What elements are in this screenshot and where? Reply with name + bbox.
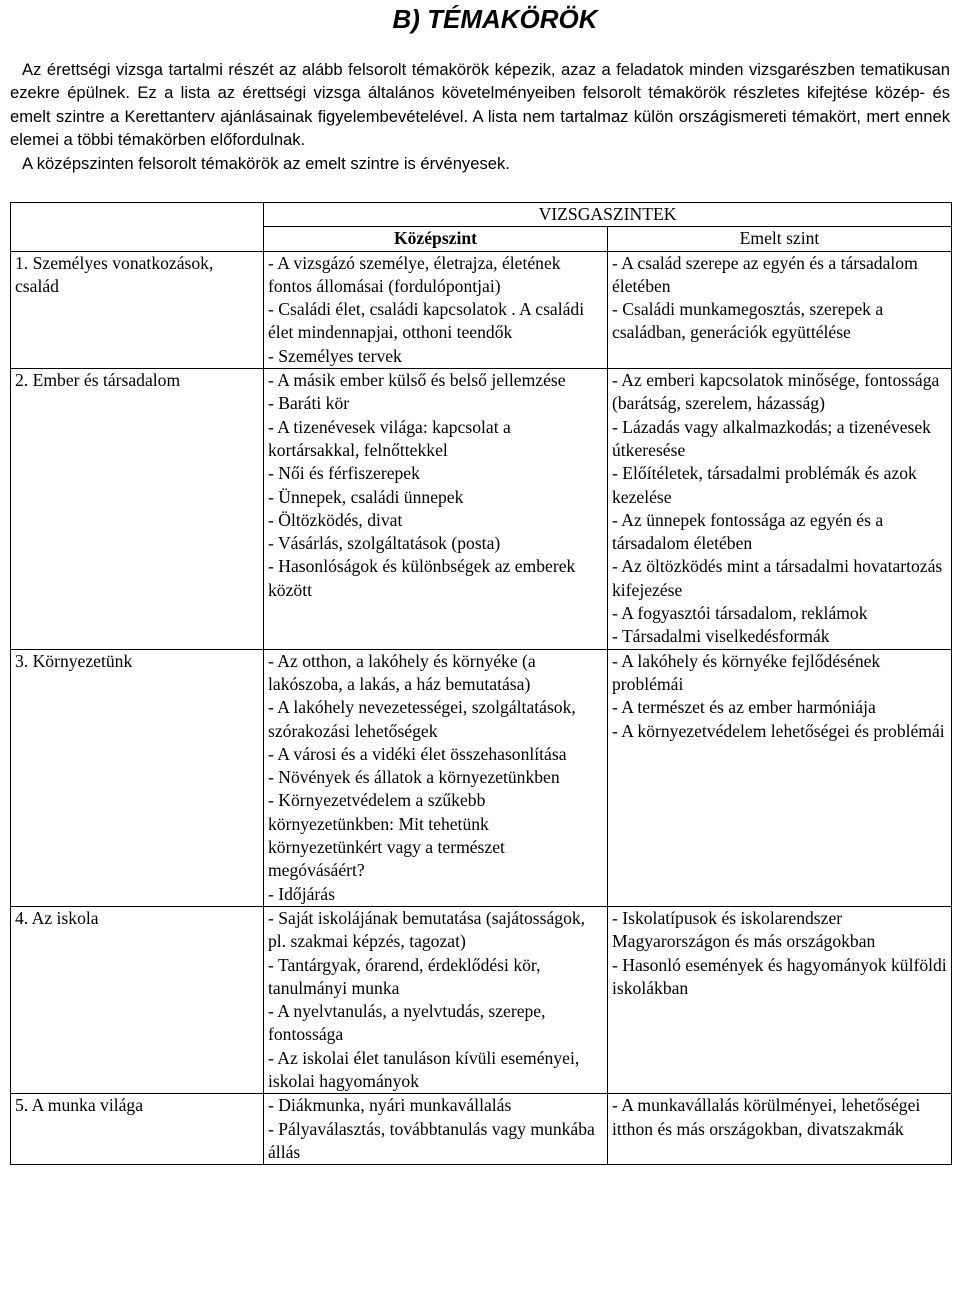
- kozepszint-item: - Tantárgyak, órarend, érdeklődési kör, tanulmányi munka: [268, 954, 541, 998]
- kozepszint-item: - A vizsgázó személye, életrajza, életének fontos állomásai (fordulópontjai): [268, 252, 561, 296]
- kozepszint-item: - Hasonlóságok és különbségek az emberek között: [268, 556, 576, 600]
- page-title: B) TÉMAKÖRÖK: [392, 4, 598, 34]
- kozepszint-item: - Az iskolai élet tanuláson kívüli eseményei, iskolai hagyományok: [268, 1047, 580, 1091]
- header-empty-cell: [11, 203, 264, 252]
- kozepszint-item: - Környezetvédelem a szűkebb környezetünkben: Mit tehetünk környezetünkért vagy a természet megóvásáért?: [268, 790, 505, 881]
- kozepszint-cell: [264, 251, 608, 368]
- kozepszint-item: - A lakóhely nevezetességei, szolgáltatások, szórakozási lehetőségek: [268, 697, 576, 741]
- emelt-szint-item: - Iskolatípusok és iskolarendszer Magyarországon és más országokban: [612, 907, 876, 952]
- topics-body: [11, 251, 952, 1165]
- kozepszint-item: - A tizenévesek világa: kapcsolat a kortársakkal, felnőttekkel: [268, 416, 511, 460]
- kozepszint-item: - Személyes tervek: [268, 345, 402, 366]
- intro-text: [10, 58, 950, 175]
- kozepszint-item: - Diákmunka, nyári munkavállalás: [268, 1095, 512, 1116]
- emelt-szint-cell: [608, 251, 952, 368]
- kozepszint-item: - Pályaválasztás, továbbtanulás vagy munkába állás: [268, 1118, 595, 1162]
- header-vizsgaszintek: VIZSGASZINTEK: [264, 203, 952, 227]
- emelt-szint-item: - Társadalmi viselkedésformák: [612, 626, 830, 647]
- topic-title: 3. Környezetünk: [11, 649, 264, 906]
- emelt-szint-item: - A lakóhely és környéke fejlődésének problémái: [612, 650, 881, 694]
- topics-table: [10, 202, 952, 1165]
- emelt-szint-cell: [608, 369, 952, 650]
- emelt-szint-item: - Az öltözködés mint a társadalmi hovatartozás kifejezése: [612, 556, 943, 600]
- kozepszint-item: - Női és férfiszerepek: [268, 463, 420, 484]
- kozepszint-item: - Öltözködés, divat: [268, 509, 403, 530]
- emelt-szint-cell: [608, 906, 952, 1093]
- topic-title: 1. Személyes vonatkozások, család: [11, 251, 264, 368]
- kozepszint-item: - A nyelvtanulás, a nyelvtudás, szerepe, fontossága: [268, 1001, 546, 1045]
- table-row: [11, 369, 952, 650]
- emelt-szint-item: - A környezetvédelem lehetőségei és problémái: [612, 720, 945, 741]
- emelt-szint-item: - Az emberi kapcsolatok minősége, fontossága (barátság, szerelem, házasság): [612, 370, 940, 414]
- emelt-szint-item: - A család szerepe az egyén és a társadalom életében: [612, 252, 918, 296]
- topic-title: 5. A munka világa: [11, 1094, 264, 1165]
- header-emelt-szint: Emelt szint: [608, 227, 952, 251]
- emelt-szint-item: - Az ünnepek fontossága az egyén és a társadalom életében: [612, 509, 884, 554]
- emelt-szint-item: - Előítéletek, társadalmi problémák és azok kezelése: [612, 463, 917, 507]
- kozepszint-item: - Családi élet, családi kapcsolatok . A családi élet mindennapjai, otthoni teendők: [268, 299, 585, 343]
- kozepszint-item: - Saját iskolájának bemutatása (sajátosságok, pl. szakmai képzés, tagozat): [268, 907, 586, 952]
- emelt-szint-item: - Családi munkamegosztás, szerepek a családban, generációk együttélése: [612, 299, 884, 343]
- header-kozepszint: Középszint: [264, 227, 608, 251]
- intro-note: A középszinten felsorolt témakörök az emelt szintre is érvényesek.: [22, 153, 510, 173]
- table-row: [11, 906, 952, 1093]
- emelt-szint-item: - Lázadás vagy alkalmazkodás; a tizenévesek útkeresése: [612, 416, 931, 460]
- kozepszint-cell: [264, 369, 608, 650]
- emelt-szint-item: - A munkavállalás körülményei, lehetőségei itthon és más országokban, divatszakmák: [612, 1095, 921, 1139]
- kozepszint-cell: [264, 1094, 608, 1165]
- kozepszint-cell: [264, 906, 608, 1093]
- kozepszint-item: - Növények és állatok a környezetünkben: [268, 767, 560, 788]
- topic-title: 4. Az iskola: [11, 906, 264, 1093]
- emelt-szint-item: - Hasonló események és hagyományok külföldi iskolákban: [612, 954, 947, 998]
- emelt-szint-cell: [608, 649, 952, 906]
- table-row: [11, 251, 952, 368]
- kozepszint-item: - Az otthon, a lakóhely és környéke (a lakószoba, a lakás, a ház bemutatása): [268, 650, 536, 694]
- kozepszint-item: - A városi és a vidéki élet összehasonlítása: [268, 743, 567, 764]
- emelt-szint-cell: [608, 1094, 952, 1165]
- kozepszint-item: - Ünnepek, családi ünnepek: [268, 486, 464, 507]
- table-row: [11, 649, 952, 906]
- header-row-group: [11, 203, 952, 227]
- emelt-szint-item: - A természet és az ember harmóniája: [612, 697, 876, 718]
- table-row: [11, 1094, 952, 1165]
- kozepszint-item: - A másik ember külső és belső jellemzése: [268, 370, 566, 391]
- intro-paragraph: Az érettségi vizsga tartalmi részét az alább felsorolt témakörök képezik, azaz a feladatok minden vizsgarészben tematikusan ezekre épülnek. Ez a lista az érettségi vizsga általános követelményeiben felsorolt témakörök részletes kifejtése közép- és emelt szintre a Kerettanterv ajánlásainak figyelembevételével. A lista nem tartalmaz külön országismereti témakört, mert ennek elemei a többi témakörben előfordulnak.: [10, 60, 950, 150]
- topic-title: 2. Ember és társadalom: [11, 369, 264, 650]
- kozepszint-item: - Időjárás: [268, 883, 335, 904]
- emelt-szint-item: - A fogyasztói társadalom, reklámok: [612, 603, 868, 624]
- kozepszint-cell: [264, 649, 608, 906]
- kozepszint-item: - Baráti kör: [268, 393, 350, 414]
- kozepszint-item: - Vásárlás, szolgáltatások (posta): [268, 533, 501, 554]
